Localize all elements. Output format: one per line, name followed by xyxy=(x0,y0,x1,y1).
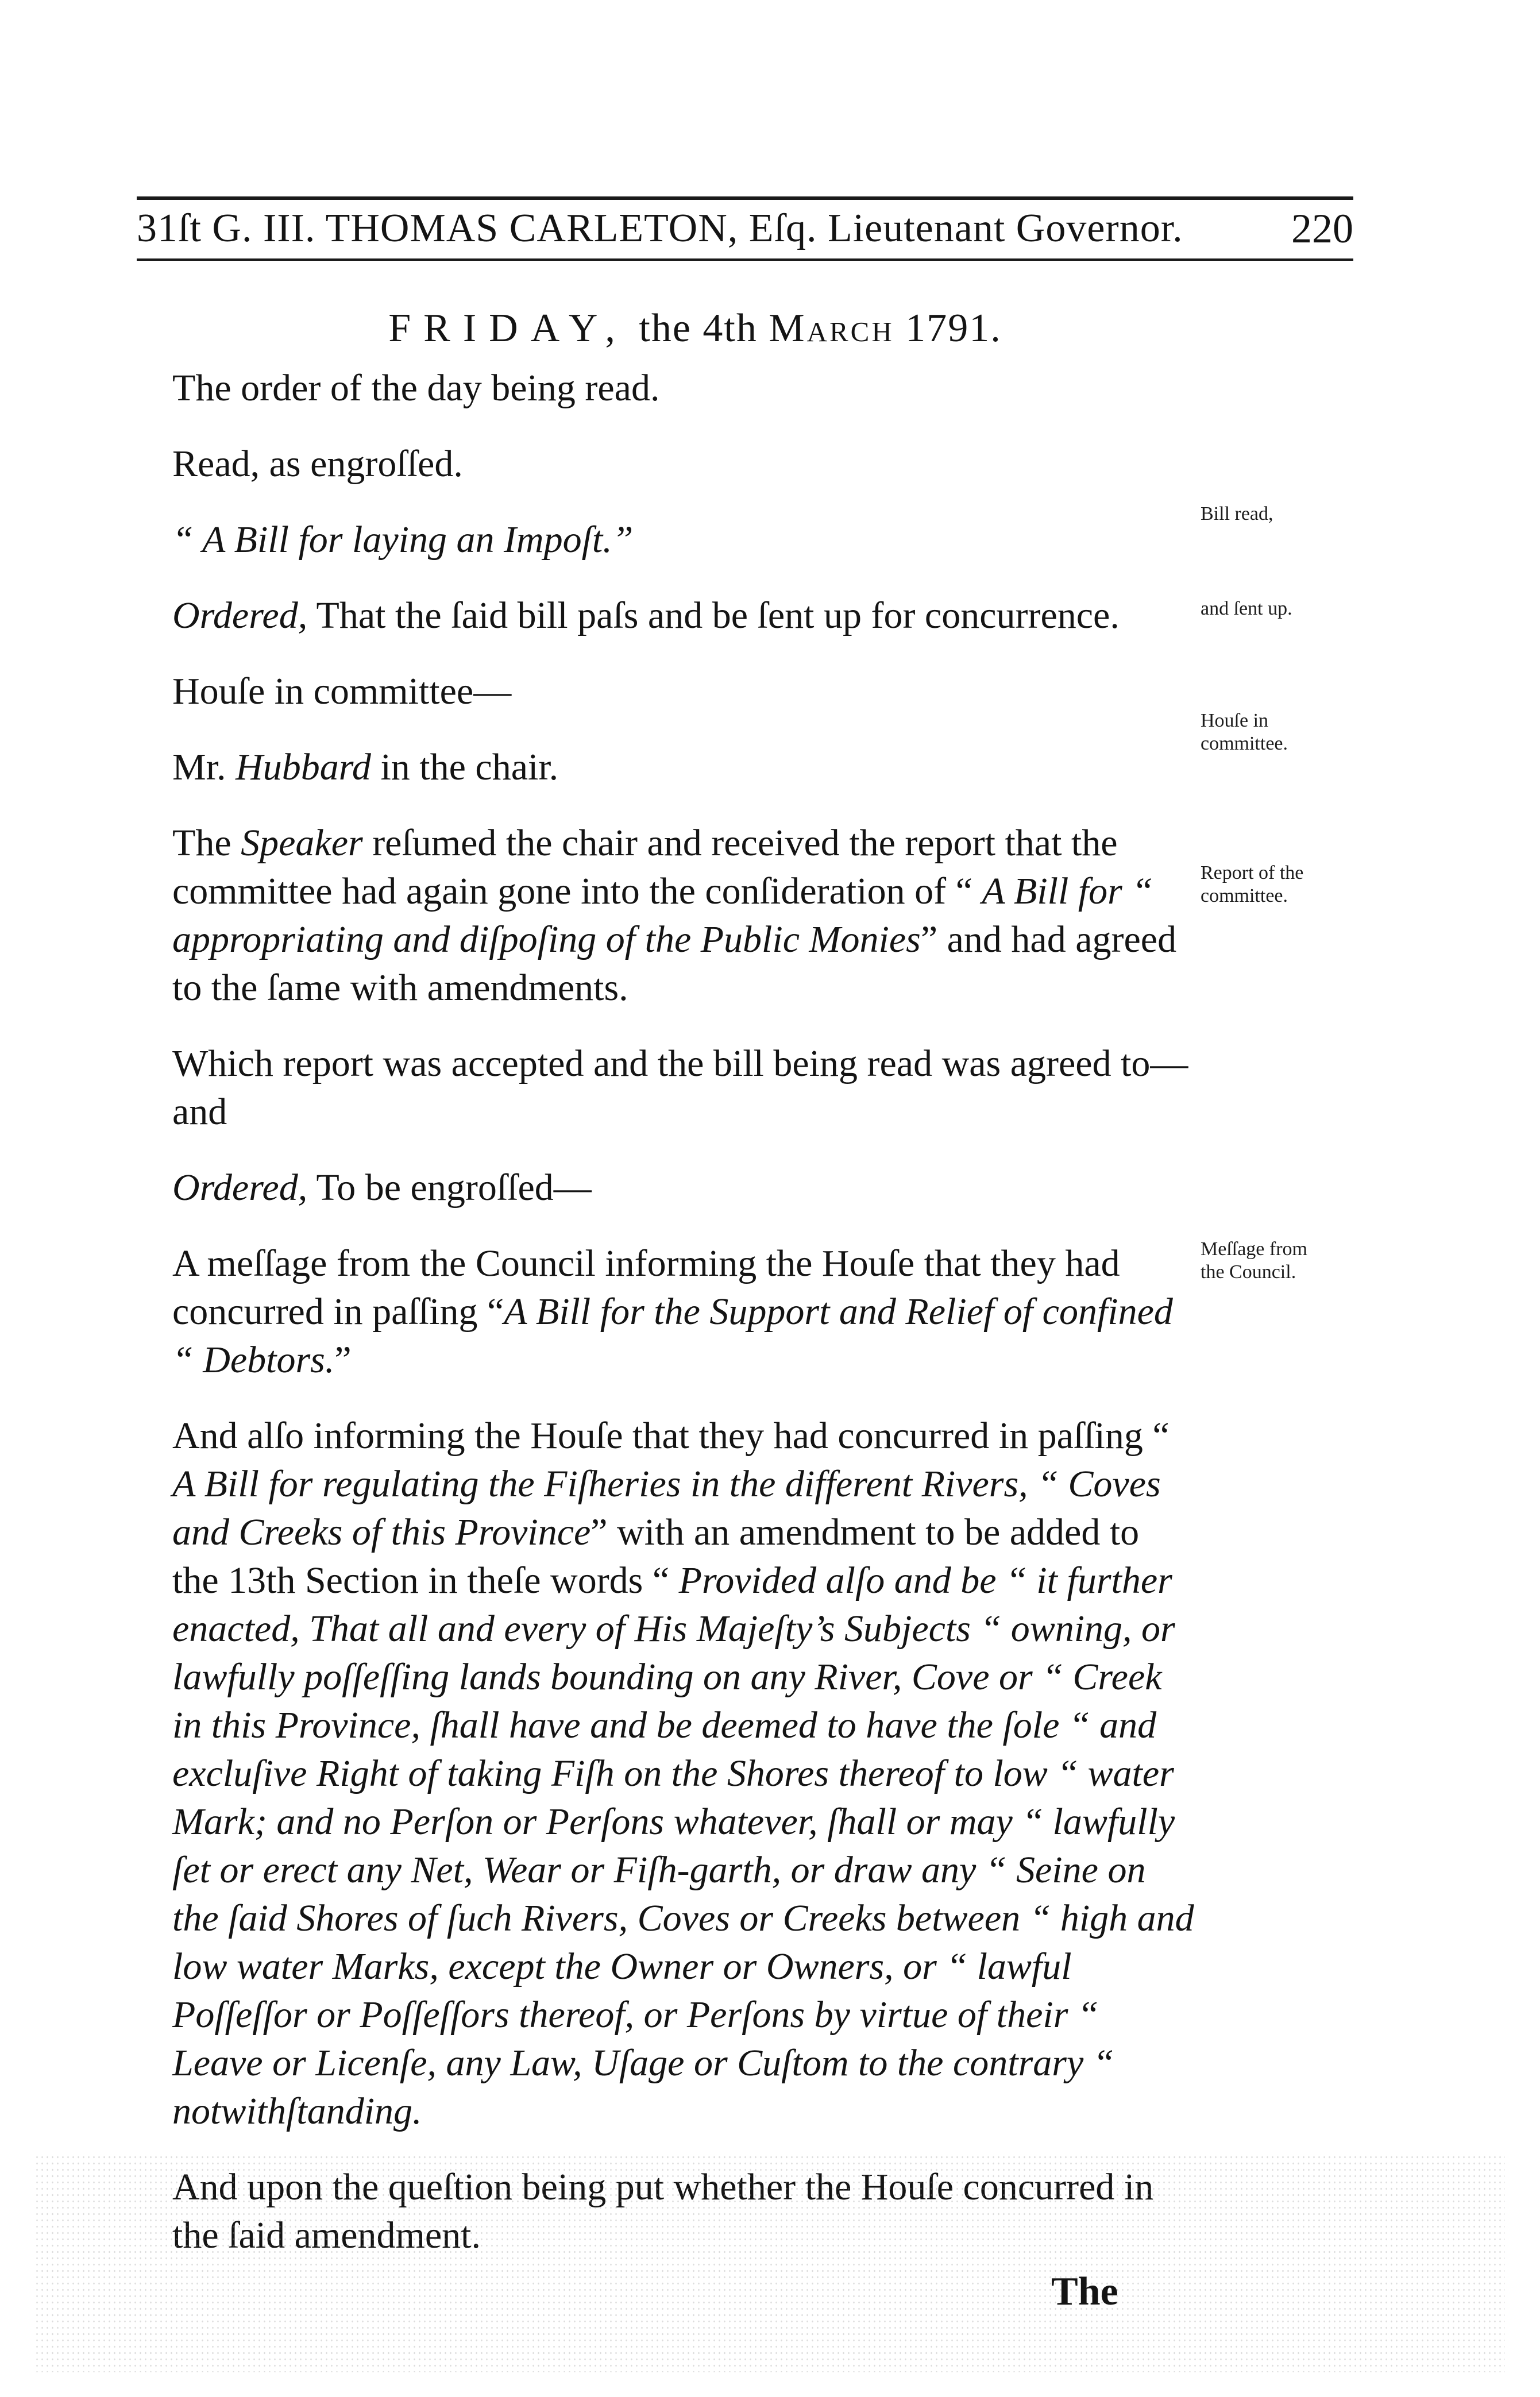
paragraph-fisheries-amendment xyxy=(172,1412,1195,2136)
margin-note-bill-read: Bill read, xyxy=(1201,503,1273,524)
paragraph-order-of-day: The order of the day being read. xyxy=(172,367,660,409)
margin-note-house-committee: Houſe in committee. xyxy=(1201,710,1288,754)
ordered-text: That the ſaid bill paſs and be ſent up for concurrence. xyxy=(307,595,1120,636)
chair-text-b: in the chair. xyxy=(370,746,559,788)
document-body xyxy=(172,270,1195,2287)
bill-title-monies: A Bill for “ appropriating and diſpoſing of the Public Monies xyxy=(172,870,1153,960)
ordered-label-2: Ordered, xyxy=(172,1167,308,1209)
margin-note-message-council: Meſſage from the Council. xyxy=(1201,1238,1307,1283)
fisheries-text-a: And alſo informing the Houſe that they had concurred in paſſing “ xyxy=(172,1415,1170,1457)
report-text-a: The xyxy=(172,822,241,864)
margin-note-sent-up: and ſent up. xyxy=(1201,598,1292,619)
paragraph-chair xyxy=(172,743,1195,792)
bill-title-fisheries: A Bill for regulating the Fiſheries in the different Rivers, “ Coves and Creeks of this Province xyxy=(172,1463,1161,1553)
message-text-a: A meſſage from the Council informing the Houſe that they had concurred in paſſing “ xyxy=(172,1242,1120,1333)
speaker-word: Speaker xyxy=(241,822,363,864)
page-number: 220 xyxy=(1291,205,1353,252)
paragraph-read-engrossed: Read, as engroſſed. xyxy=(172,443,463,485)
ordered-engrossed-text: To be engroſſed— xyxy=(307,1167,592,1209)
bill-title-debtors: A Bill for the Support and Relief of confined “ Debtors. xyxy=(172,1291,1173,1381)
paragraph-ordered-pass xyxy=(172,592,1195,640)
date-heading-year: 1791. xyxy=(905,306,1002,350)
paragraph-bill-impost xyxy=(172,516,1195,564)
chair-text-a: Mr. xyxy=(172,746,236,788)
paragraph-speaker-report xyxy=(172,819,1195,1012)
margin-note-report-committee: Report of the committee. xyxy=(1201,862,1304,906)
bill-title-impost: “ A Bill for laying an Impoſt.” xyxy=(172,519,634,561)
paragraph-ordered-engrossed xyxy=(172,1164,1195,1212)
date-heading-month: March xyxy=(769,306,894,350)
chairman-name: Hubbard xyxy=(236,746,371,788)
paragraph-question-put: And upon the queſtion being put whether the Houſe concurred in the ſaid amendment. xyxy=(172,2166,1154,2256)
date-heading xyxy=(172,304,1195,353)
paragraph-house-committee: Houſe in committee— xyxy=(172,670,512,712)
fisheries-text-b: ” with an amendment to be added to the 13th Section in theſe words “ xyxy=(172,1511,1140,1601)
paragraph-council-message xyxy=(172,1240,1195,1384)
ordered-label: Ordered, xyxy=(172,595,308,636)
report-text-c: ” and had agreed to the ſame with amendments. xyxy=(172,918,1177,1009)
report-text-b: reſumed the chair and received the report that the committee had again gone into the conſideration of “ xyxy=(172,822,1118,912)
running-header xyxy=(137,200,1353,257)
catchword: The xyxy=(1051,2269,1118,2314)
scan-noise xyxy=(34,2154,1505,2372)
header-rule-bottom xyxy=(137,258,1353,261)
paragraph-report-accepted: Which report was accepted and the bill being read was agreed to—and xyxy=(172,1043,1188,1133)
message-text-b: ” xyxy=(334,1339,352,1381)
date-heading-rest: the 4th xyxy=(639,306,758,350)
date-heading-day: FRIDAY, xyxy=(388,306,628,350)
amendment-quote: Provided alſo and be “ it further enacted, That all and every of His Majeſty’s Subjects “ owning, or lawfully poſſeſſing lands bounding on any River, Cove or “ Creek in this Province, ſhall have and be deemed to have the ſole “ and excluſive Right of taking Fiſh on the Shores thereof to low “ water Mark; and no Perſon or Perſons whatever, ſhall or may “ lawfully ſet or erect any Net, Wear or Fiſh-garth, or draw any “ Seine on the ſaid Shores of ſuch Rivers, Coves or Creeks between “ high and low water Marks, except the Owner or Owners, or “ lawful Poſſeſſor or Poſſeſſors thereof, or Perſons by virtue of their “ Leave or Licenſe, any Law, Uſage or Cuſtom to the contrary “ notwithſtanding. xyxy=(172,1560,1194,2132)
header-text: 31ſt G. III. THOMAS CARLETON, Eſq. Lieutenant Governor. xyxy=(137,206,1183,250)
